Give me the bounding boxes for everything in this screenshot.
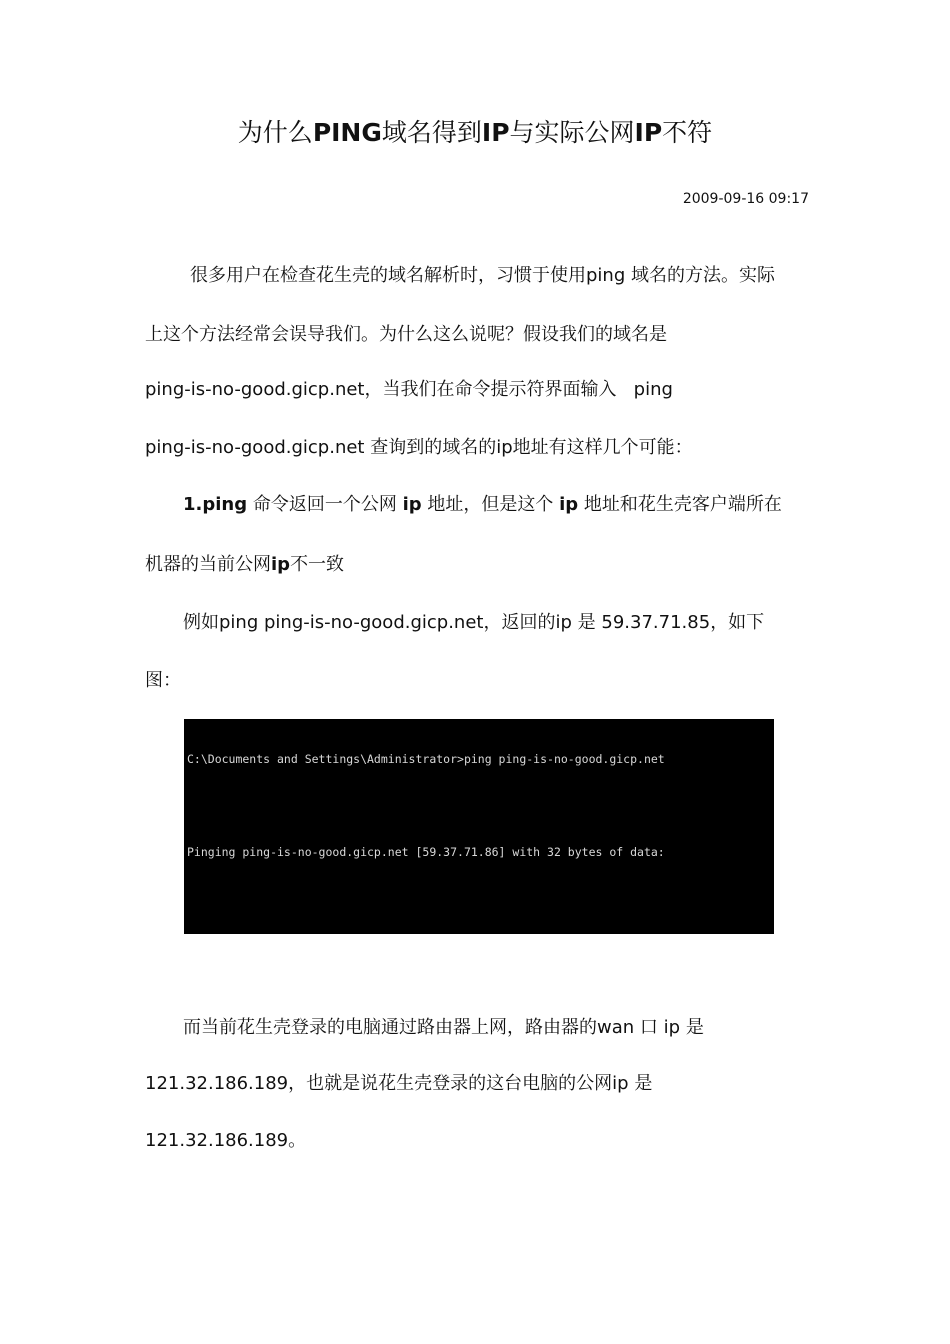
text: 是	[577, 612, 596, 633]
paragraph-line	[145, 668, 181, 694]
text: 例如	[183, 612, 219, 633]
text: ，返回的	[483, 612, 556, 633]
text: ping-is-no-good.gicp.net	[145, 379, 365, 400]
title-text: 不符	[662, 118, 713, 147]
text: 121.32.186.189	[145, 1130, 289, 1151]
text: ip	[496, 437, 513, 458]
title-text: 域名得到	[381, 118, 482, 147]
text: 是	[685, 1017, 704, 1038]
paragraph-line	[145, 322, 667, 348]
document-title	[0, 114, 950, 152]
text: ping	[586, 265, 626, 286]
text: ip	[663, 1017, 681, 1038]
terminal-line: C:\Documents and Settings\Administrator>ping ping-is-no-good.gicp.net	[187, 752, 665, 766]
terminal-line	[187, 799, 774, 815]
text: ip	[559, 494, 579, 515]
text: 1.ping	[183, 494, 248, 515]
text: ，当我们在命令提示符界面输入	[364, 379, 617, 400]
paragraph-line	[145, 552, 344, 578]
title-text: IP	[481, 118, 510, 147]
text: 地址，但是这个	[427, 494, 554, 515]
text: 域名的方法。实际	[631, 265, 775, 286]
text: 查询到的域名的	[370, 437, 497, 458]
paragraph-line	[145, 435, 693, 461]
paragraph-line	[183, 1015, 704, 1041]
paragraph-line	[183, 610, 764, 636]
title-text: PING	[312, 118, 382, 147]
text: 机器的当前公网	[145, 554, 271, 575]
text: 口	[639, 1017, 658, 1038]
paragraph-line	[190, 263, 775, 289]
text: 59.37.71.85	[601, 612, 711, 633]
paragraph-line	[145, 1071, 652, 1097]
paragraph-line	[183, 492, 782, 518]
text: 上这个方法经常会误导我们。为什么这么说呢？假设我们的域名是	[145, 324, 667, 345]
title-text: 为什么	[237, 118, 313, 147]
text: 不一致	[290, 554, 345, 575]
text: ，也就是说花生壳登录的这台电脑的公网	[288, 1073, 613, 1094]
text: 是	[634, 1073, 653, 1094]
paragraph-line	[145, 377, 673, 403]
text: ip	[555, 612, 572, 633]
text: 图：	[145, 670, 181, 691]
text: ip	[402, 494, 422, 515]
text: 121.32.186.189	[145, 1073, 289, 1094]
text: 。	[288, 1130, 307, 1151]
text: 地址和花生壳客户端所在	[583, 494, 782, 515]
text: ，如下	[710, 612, 765, 633]
text: ping-is-no-good.gicp.net	[145, 437, 365, 458]
terminal-line	[187, 892, 774, 908]
text: 而当前花生壳登录的电脑通过路由器上网，路由器的	[183, 1017, 597, 1038]
text: ping	[633, 379, 673, 400]
title-text: IP	[634, 118, 663, 147]
post-date: 2009-09-16 09:17	[682, 191, 809, 207]
text: ip	[612, 1073, 629, 1094]
terminal-line: Pinging ping-is-no-good.gicp.net [59.37.71.86] with 32 bytes of data:	[187, 845, 665, 859]
text: wan	[597, 1017, 635, 1038]
text: 很多用户在检查花生壳的域名解析时，习惯于使用	[190, 265, 586, 286]
text: 地址有这样几个可能：	[512, 437, 693, 458]
paragraph-line	[145, 1128, 306, 1154]
text: 命令返回一个公网	[252, 494, 397, 515]
command-prompt-screenshot	[184, 719, 774, 934]
text: ip	[271, 554, 291, 575]
title-text: 与实际公网	[509, 118, 635, 147]
text: ping ping-is-no-good.gicp.net	[219, 612, 484, 633]
